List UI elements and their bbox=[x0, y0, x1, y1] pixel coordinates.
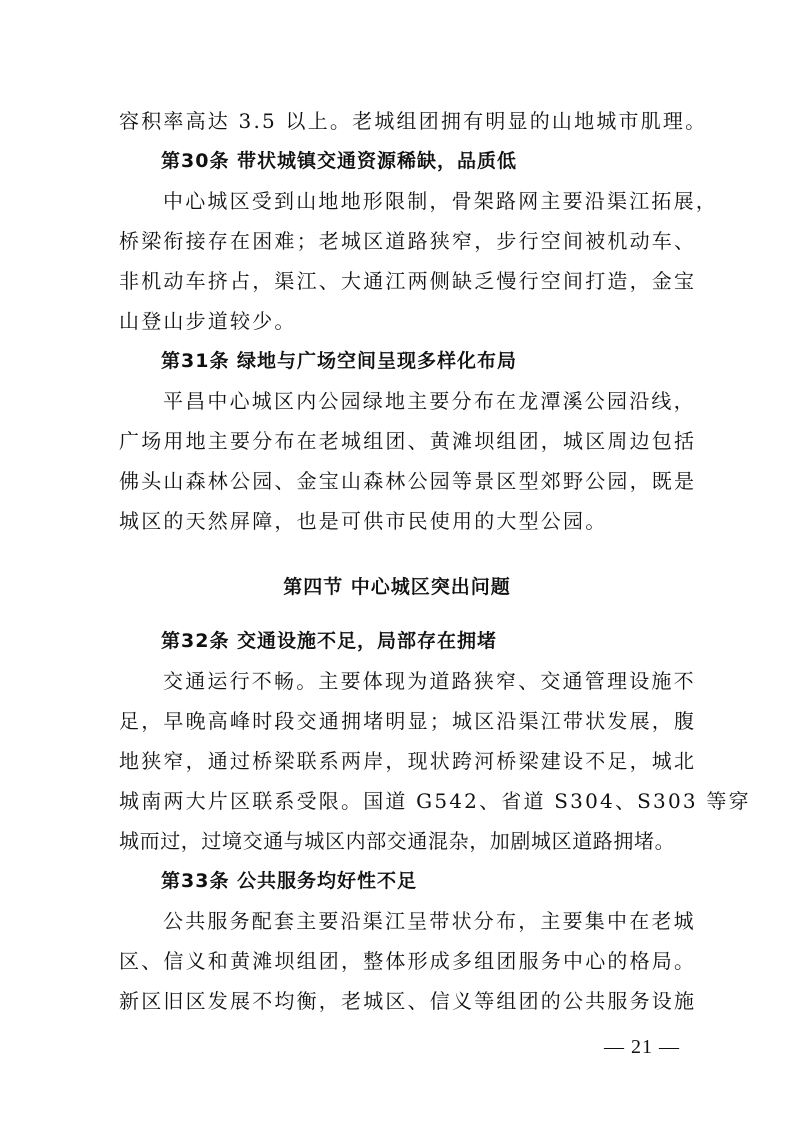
article-31 bbox=[119, 341, 697, 541]
text-line: 地狭窄，通过桥梁联系两岸，现状跨河桥梁建设不足，城北 bbox=[119, 749, 697, 773]
text-line: 广场用地主要分布在老城组团、黄滩坝组团，城区周边包括 bbox=[119, 429, 697, 453]
text-line: 公共服务配套主要沿渠江呈带状分布，主要集中在老城 bbox=[163, 909, 696, 933]
text-line: 区、信义和黄滩坝组团，整体形成多组团服务中心的格局。 bbox=[119, 949, 697, 973]
article-heading: 第30条 带状城镇交通资源稀缺，品质低 bbox=[161, 150, 518, 172]
article-32 bbox=[119, 621, 751, 861]
article-heading: 第32条 交通设施不足，局部存在拥堵 bbox=[161, 630, 498, 652]
text-line: 城而过，过境交通与城区内部交通混杂，加剧城区道路拥堵。 bbox=[119, 829, 676, 853]
text-line: 足，早晚高峰时段交通拥堵明显；城区沿渠江带状发展，腹 bbox=[119, 709, 697, 733]
page-number: — 21 — bbox=[604, 1036, 680, 1058]
text-line: 平昌中心城区内公园绿地主要分布在龙潭溪公园沿线， bbox=[163, 389, 696, 413]
text-line: 容积率高达 3.5 以上。老城组团拥有明显的山地城市肌理。 bbox=[119, 109, 708, 133]
text-line: 中心城区受到山地地形限制，骨架路网主要沿渠江拓展， bbox=[163, 189, 718, 213]
text-line: 城南两大片区联系受限。国道 G542、省道 S304、S303 等穿 bbox=[119, 789, 751, 813]
text-line: 城区的天然屏障，也是可供市民使用的大型公园。 bbox=[119, 509, 608, 533]
text-line: 佛头山森林公园、金宝山森林公园等景区型郊野公园，既是 bbox=[119, 469, 697, 493]
text-line: 新区旧区发展不均衡，老城区、信义等组团的公共服务设施 bbox=[119, 989, 697, 1013]
text-line: 山登山步道较少。 bbox=[119, 309, 297, 333]
section-title: 第四节 中心城区突出问题 bbox=[283, 576, 511, 598]
paragraph-continuation bbox=[119, 101, 708, 141]
article-heading: 第33条 公共服务均好性不足 bbox=[161, 870, 418, 892]
article-33 bbox=[119, 861, 697, 1021]
article-heading: 第31条 绿地与广场空间呈现多样化布局 bbox=[161, 350, 518, 372]
text-line: 非机动车挤占，渠江、大通江两侧缺乏慢行空间打造，金宝 bbox=[119, 269, 697, 293]
text-line: 桥梁衔接存在困难；老城区道路狭窄，步行空间被机动车、 bbox=[119, 229, 697, 253]
article-30 bbox=[119, 141, 718, 341]
text-line: 交通运行不畅。主要体现为道路狭窄、交通管理设施不 bbox=[163, 669, 696, 693]
